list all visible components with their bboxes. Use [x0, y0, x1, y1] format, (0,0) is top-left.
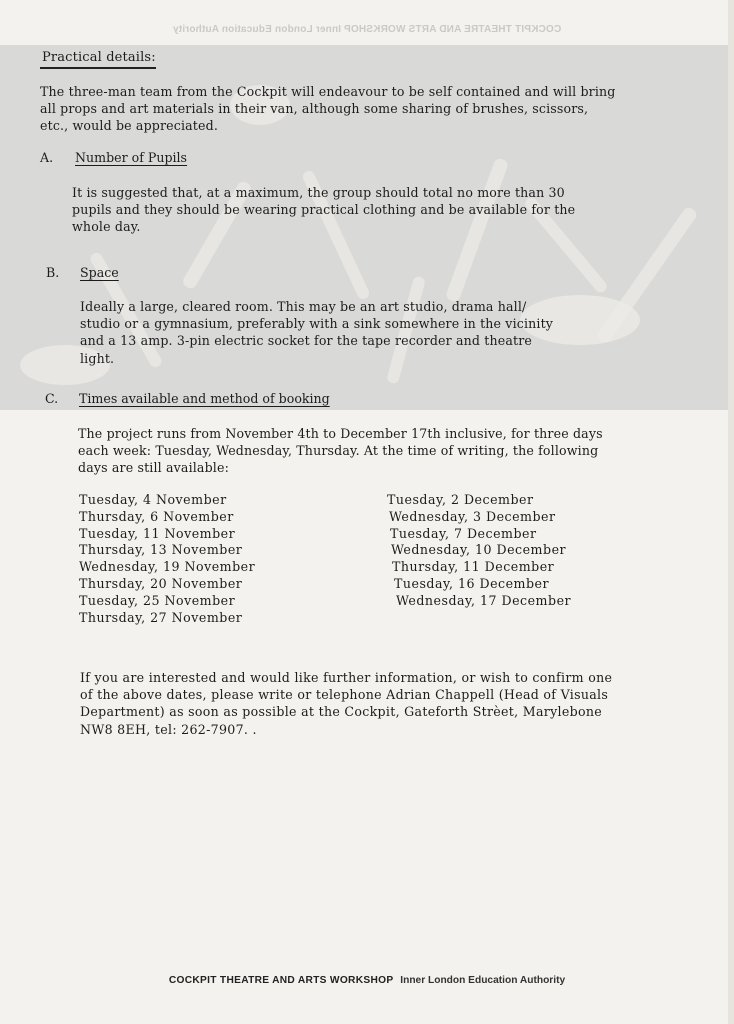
section-a-title: Number of Pupils: [75, 150, 188, 165]
section-c-line: days are still available:: [78, 460, 229, 476]
section-a-line: whole day.: [72, 219, 141, 235]
date-item: Thursday, 20 November: [79, 575, 243, 591]
date-item: Wednesday, 3 December: [389, 508, 556, 524]
contact-paragraph: [80, 669, 612, 738]
section-a-paragraph: [72, 184, 575, 236]
show-through-header: COCKPIT THEATRE AND ARTS WORKSHOP Inner London Education Authority: [172, 24, 562, 35]
date-item: Thursday, 11 December: [392, 559, 555, 575]
date-item: Tuesday, 4 November: [79, 492, 227, 507]
contact-line: Department) as soon as possible at the Cockpit, Gateforth Strèet, Marylebone: [80, 704, 603, 720]
date-item: Wednesday, 17 December: [396, 592, 572, 608]
date-item: Tuesday, 7 December: [390, 525, 537, 541]
section-b-line: studio or a gymnasium, preferably with a sink somewhere in the vicinity: [80, 316, 554, 332]
contact-line: of the above dates, please write or telephone Adrian Chappell (Head of Visuals: [80, 687, 609, 703]
date-item: Wednesday, 19 November: [79, 559, 256, 575]
intro-line: all props and art materials in their van, although some sharing of brushes, scissors,: [40, 101, 589, 117]
date-item: Thursday, 13 November: [79, 542, 243, 558]
section-c-line: each week: Tuesday, Wednesday, Thursday. At the time of writing, the following: [78, 443, 599, 459]
intro-line: The three-man team from the Cockpit will endeavour to be self contained and will bring: [40, 84, 616, 99]
november-dates-list: [79, 492, 255, 626]
section-a-letter: A.: [40, 150, 54, 165]
date-item: Tuesday, 2 December: [387, 492, 534, 507]
section-b-letter: B.: [46, 265, 60, 280]
paper-edge: [728, 0, 734, 1024]
heading-text: Practical details:: [42, 50, 156, 65]
contact-line: If you are interested and would like further information, or wish to confirm one: [80, 670, 613, 685]
section-b-line: and a 13 amp. 3-pin electric socket for the tape recorder and theatre: [80, 333, 532, 349]
intro-paragraph: [40, 83, 616, 135]
section-c-title: Times available and method of booking: [79, 391, 330, 406]
date-item: Wednesday, 10 December: [391, 542, 567, 558]
section-c-letter: C.: [45, 391, 59, 406]
contact-line: NW8 8EH, tel: 262-7907. .: [80, 721, 257, 737]
december-dates-list: [387, 492, 571, 610]
section-c-paragraph: [78, 425, 603, 477]
section-b-line: light.: [80, 350, 115, 366]
footer-org: COCKPIT THEATRE AND ARTS WORKSHOP: [168, 975, 394, 986]
heading-underline: [40, 67, 156, 69]
section-a-line: pupils and they should be wearing practical clothing and be available for the: [72, 202, 576, 218]
date-item: Tuesday, 16 December: [394, 575, 550, 591]
date-item: Thursday, 27 November: [79, 609, 243, 625]
page-footer: [0, 975, 734, 986]
section-b-title: Space: [80, 265, 119, 280]
section-b-paragraph: [80, 298, 553, 367]
practical-details-heading: [42, 50, 156, 65]
section-b-line: Ideally a large, cleared room. This may be an art studio, drama hall/: [80, 299, 527, 314]
intro-line: etc., would be appreciated.: [40, 118, 218, 134]
section-a-line: It is suggested that, at a maximum, the group should total no more than 30: [72, 185, 565, 200]
footer-authority: Inner London Education Authority: [400, 975, 566, 986]
date-item: Tuesday, 25 November: [79, 592, 236, 608]
date-item: Tuesday, 11 November: [79, 525, 236, 541]
date-item: Thursday, 6 November: [79, 508, 234, 524]
section-c-line: The project runs from November 4th to December 17th inclusive, for three days: [78, 426, 603, 441]
